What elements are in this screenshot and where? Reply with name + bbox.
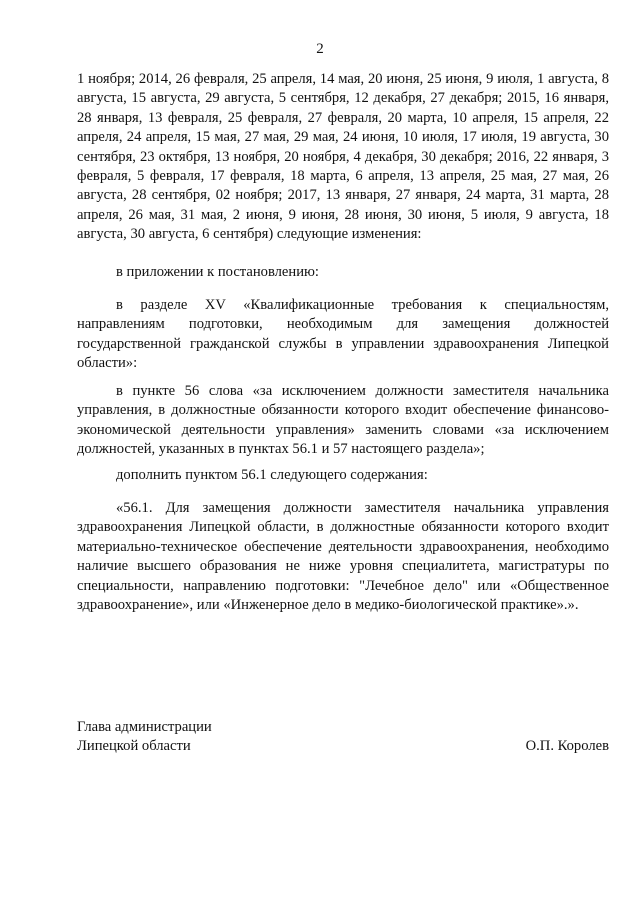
amendment-dates-paragraph — [77, 70, 609, 245]
supplement-paragraph — [77, 466, 609, 485]
signature-line — [77, 737, 609, 756]
page-number: 2 — [316, 41, 324, 57]
supplement-text: дополнить пунктом 56.1 следующего содержания: — [116, 467, 428, 483]
signer-name: О.П. Королев — [525, 738, 609, 755]
section-xv-text: в разделе XV «Квалификационные требования к специальностям, направлениям подготовки, необходимым для замещения должностей государственной гражданской службы в управлении здравоохранения Липецкой области»: — [77, 297, 609, 372]
dates-text: 1 ноября; 2014, 26 февраля, 25 апреля, 14 мая, 20 июня, 25 июня, 9 июля, 1 августа, 8 августа, 15 августа, 29 августа, 5 сентября, 12 декабря, 27 декабря; 2015, 16 января, 28 января, 13 февраля, 25 февраля, 27 февраля, 20 марта, 10 апреля, 15 апреля, 22 апреля, 24 апреля, 15 мая, 27 мая, 29 мая, 24 июня, 10 июля, 17 июля, 19 августа, 30 сентября, 23 октября, 13 ноября, 20 ноября, 4 декабря, 30 декабря; 2016, 22 января, 3 февраля, 5 февраля, 17 февраля, 18 марта, 6 апреля, 13 апреля, 25 мая, 27 мая, 26 августа, 28 сентября, 02 ноября; 2017, 13 января, 27 января, 24 марта, 31 марта, 28 апреля, 26 мая, 31 мая, 2 июня, 9 июня, 28 июня, 30 июня, 5 июля, 9 августа, 18 августа, 30 августа, 6 сентября) следующие изменения: — [77, 71, 609, 243]
signer-position-line1: Глава администрации — [77, 719, 212, 735]
signature-block — [77, 718, 609, 757]
item-56-1-paragraph — [77, 499, 609, 615]
appendix-text: в приложении к постановлению: — [116, 264, 319, 280]
signer-position-line2: Липецкой области — [77, 738, 191, 755]
item-56-text: в пункте 56 слова «за исключением должности заместителя начальника управления, в должностные обязанности которого входит обеспечение финансово-экономической деятельности управления» заменить словами «за исключением должностей, указанных в пунктах 56.1 и 57 настоящего раздела»; — [77, 383, 609, 458]
item-56-paragraph — [77, 382, 609, 460]
item-56-1-text: «56.1. Для замещения должности заместителя начальника управления здравоохранения Липецкой области, в должностные обязанности которого входит материально-техническое обеспечение деятельности здравоохранения, необходимо наличие высшего образования не ниже уровня специалитета, магистратуры по специальности, направлению подготовки: "Лечебное дело" или «Общественное здравоохранение», или «Инженерное дело в медико-биологической практике».». — [77, 500, 609, 614]
section-xv-paragraph — [77, 296, 609, 374]
appendix-paragraph — [77, 263, 609, 282]
